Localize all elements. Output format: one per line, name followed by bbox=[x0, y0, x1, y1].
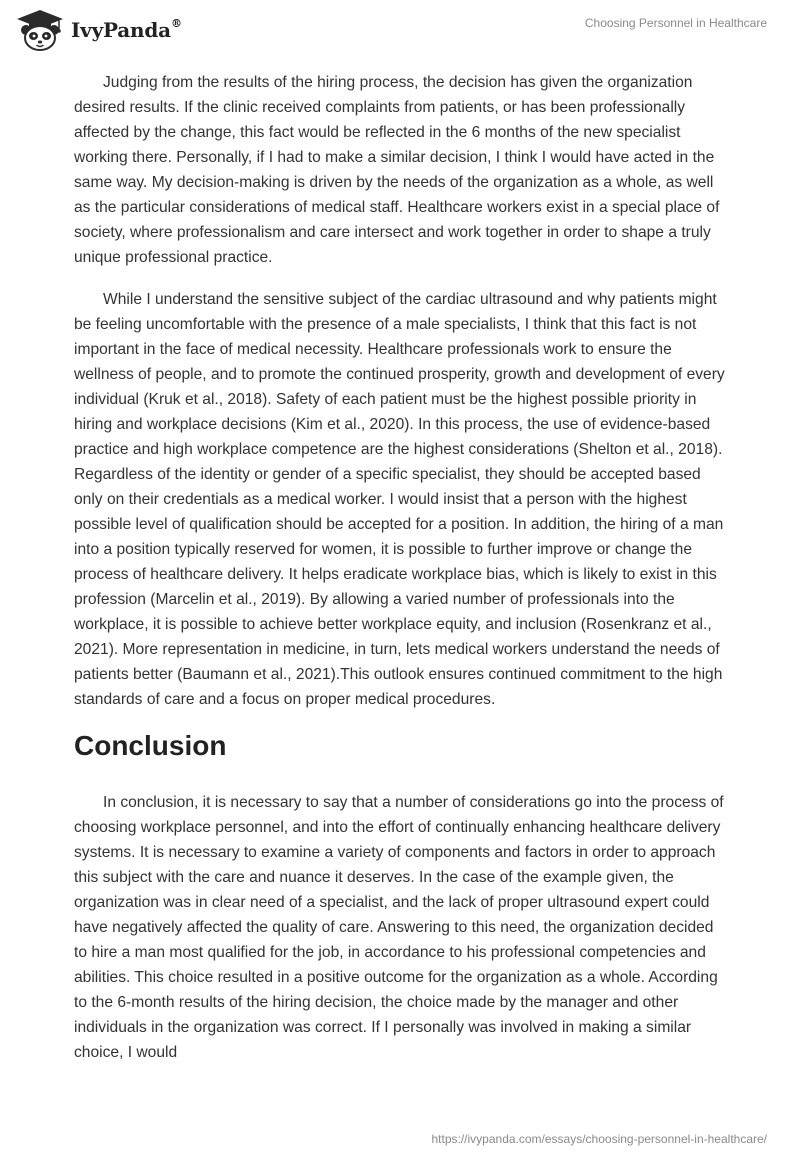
brand-logo[interactable] bbox=[15, 8, 182, 52]
conclusion-heading: Conclusion bbox=[74, 730, 227, 761]
brand-name: IvyPanda® bbox=[71, 17, 182, 42]
body-paragraph: Judging from the results of the hiring process, the decision has given the organization desired results. If the clinic received complaints from patients, or has been professionally affected by the change, this fact would be reflected in the 6 months of the new specialist working there. Personally, if I had to make a similar decision, I think I would have acted in the same way. My decision-making is driven by the needs of the organization as a whole, as well as the particular considerations of medical staff. Healthcare workers exist in a special place of society, where professionalism and care intersect and work together in order to shape a truly unique professional practice. bbox=[74, 74, 720, 266]
panda-icon bbox=[15, 8, 65, 52]
body-paragraph: While I understand the sensitive subject of the cardiac ultrasound and why patients might be feeling uncomfortable with the presence of a male specialists, I think that this fact is not important in the face of medical necessity. Healthcare professionals work to ensure the wellness of people, and to promote the continued prosperity, growth and development of every individual (Kruk et al., 2018). Safety of each patient must be the highest possible priority in hiring and workplace decisions (Kim et al., 2020). In this process, the use of evidence-based practice and high workplace competence are the highest considerations (Shelton et al., 2018). Regardless of the identity or gender of a specific specialist, they should be accepted based only on their credentials as a medical worker. I would insist that a person with the highest possible level of qualification should be accepted for a position. In addition, the hiring of a man into a position typically reserved for women, it is possible to further improve or change the process of healthcare delivery. It helps eradicate workplace bias, which is likely to exist in this profession (Marcelin et al., 2019). By allowing a varied number of professionals into the workplace, it is possible to achieve better workplace equity, and inclusion (Rosenkranz et al., 2021). More representation in medicine, in turn, lets medical workers understand the needs of patients better (Baumann et al., 2021).This outlook ensures continued commitment to the high standards of care and a focus on proper medical procedures. bbox=[74, 291, 725, 708]
page-header bbox=[0, 0, 800, 70]
document-title: Choosing Personnel in Healthcare bbox=[584, 16, 767, 30]
essay-body bbox=[74, 70, 730, 1082]
conclusion-paragraph: In conclusion, it is necessary to say that a number of considerations go into the process of choosing workplace personnel, and into the effort of continually enhancing healthcare delivery systems. It is necessary to examine a variety of components and factors in order to approach this subject with the care and nuance it deserves. In the case of the example given, the organization was in clear need of a specialist, and the lack of proper ultrasound expert could have negatively affected the quality of care. Answering to this need, the organization decided to hire a man most qualified for the job, in accordance to his professional competencies and abilities. This choice resulted in a positive outcome for the organization as a whole. According to the 6-month results of the hiring decision, the choice made by the manager and other individuals in the organization was correct. If I personally was involved in making a similar choice, I would bbox=[74, 794, 724, 1061]
source-url[interactable]: https://ivypanda.com/essays/choosing-personnel-in-healthcare/ bbox=[431, 1132, 767, 1146]
